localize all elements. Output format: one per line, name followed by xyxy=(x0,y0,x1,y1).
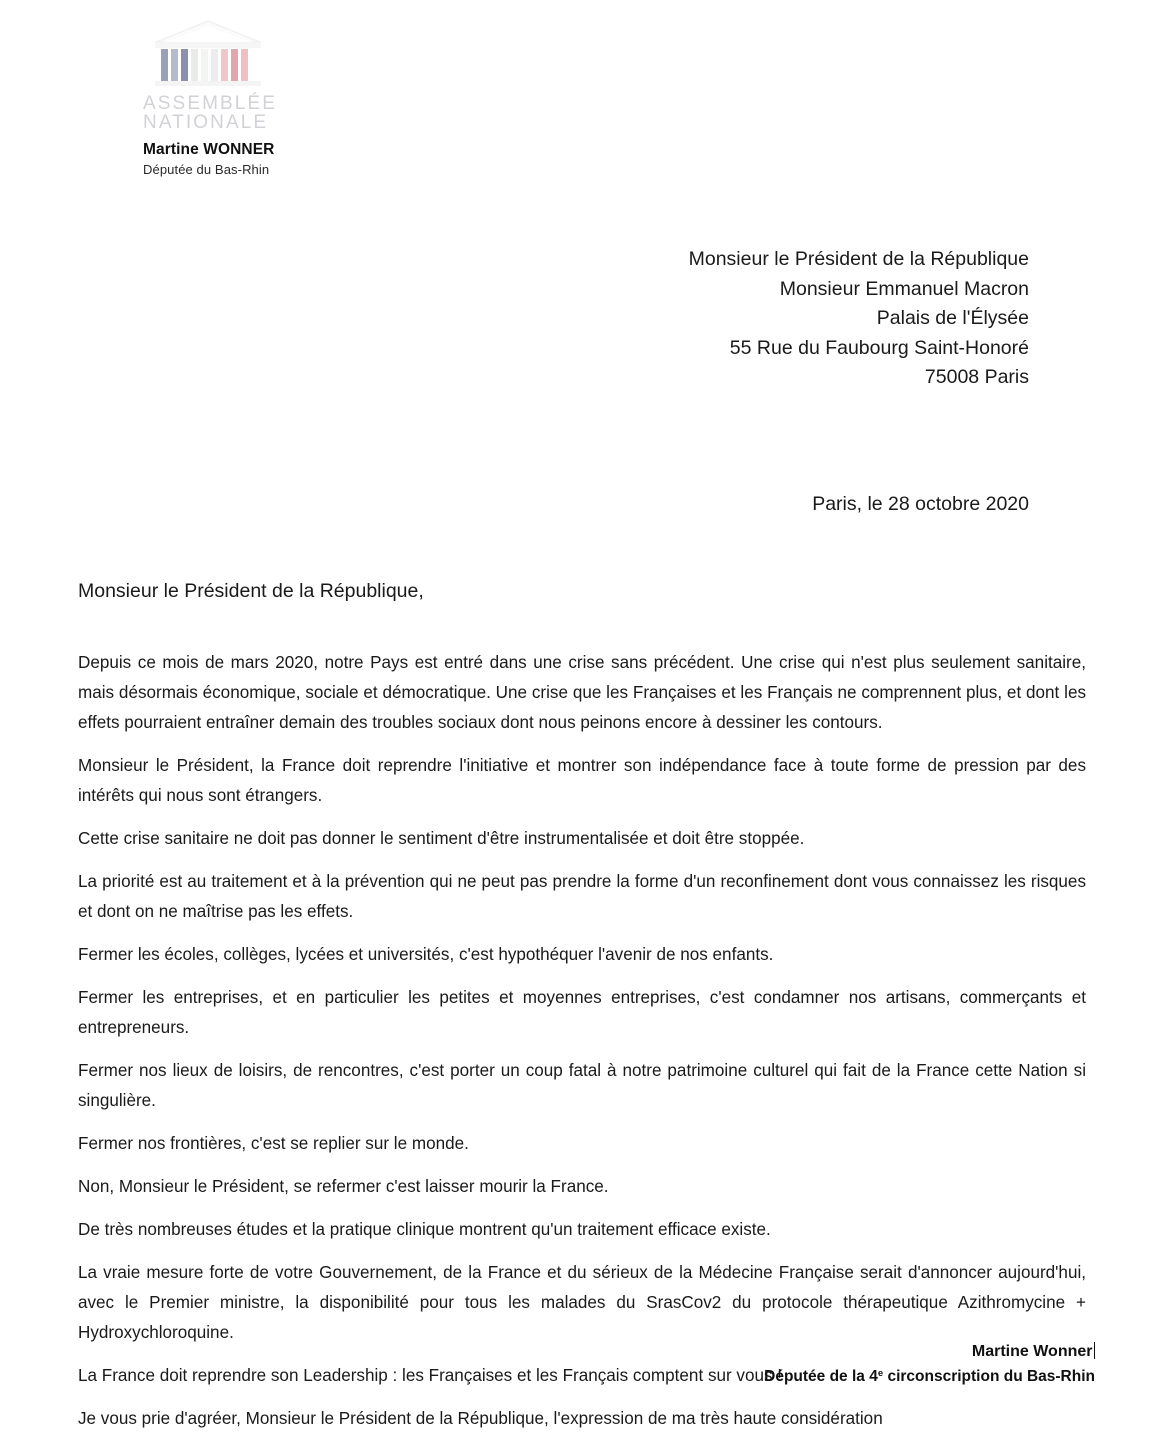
body-paragraph: Je vous prie d'agréer, Monsieur le Président de la République, l'expression de ma très haute considération xyxy=(78,1409,883,1428)
logo-wordmark-line2: NATIONALE xyxy=(143,112,269,133)
signature-name: Martine Wonner xyxy=(971,1343,1093,1360)
signature-role-ordinal: e xyxy=(877,1368,884,1379)
logo-wordmark xyxy=(143,94,319,132)
signature-role-suffix: circonscription du Bas-Rhin xyxy=(883,1368,1095,1385)
address-line: 75008 Paris xyxy=(924,366,1029,388)
signature-role-prefix: Députée de la 4 xyxy=(764,1368,878,1385)
address-line: Monsieur le Président de la République xyxy=(688,248,1029,270)
letterhead xyxy=(139,18,319,177)
body-paragraph: Non, Monsieur le Président, se refermer c'est laisser mourir la France. xyxy=(78,1177,609,1196)
body-paragraph: Fermer nos lieux de loisirs, de rencontres, c'est porter un coup fatal à notre patrimoine culturel qui fait de la France cette Nation si singulière. xyxy=(78,1061,1086,1110)
address-line: 55 Rue du Faubourg Saint-Honoré xyxy=(729,336,1029,359)
date-line: Paris, le 28 octobre 2020 xyxy=(812,493,1029,515)
body-paragraph: Depuis ce mois de mars 2020, notre Pays est entré dans une crise sans précédent. Une crise qui n'est plus seulement sanitaire, mais désormais économique, sociale et démocratique. Une crise que les Françaises et les Français ne comprennent plus, et dont les effets pourraient entraîner demain des troubles sociaux dont nous peinons encore à dessiner les contours. xyxy=(78,653,1086,732)
recipient-address-block xyxy=(689,245,1029,393)
address-line: Palais de l'Élysée xyxy=(876,307,1029,329)
body-paragraph: Monsieur le Président, la France doit reprendre l'initiative et montrer son indépendance face à toute forme de pression par des intérêts qui nous sont étrangers. xyxy=(78,756,1086,805)
body-paragraph: De très nombreuses études et la pratique clinique montrent qu'un traitement efficace existe. xyxy=(78,1220,771,1239)
letter-body xyxy=(78,648,1086,1434)
body-paragraph: La France doit reprendre son Leadership : les Françaises et les Français comptent sur vous ! xyxy=(78,1366,783,1385)
body-paragraph: La vraie mesure forte de votre Gouvernement, de la France et du sérieux de la Médecine Française serait d'annoncer aujourd'hui, avec le Premier ministre, la disponibilité pour tous les malades du SrasCov2 du protocole thérapeutique Azithromycine + Hydroxychloroquine. xyxy=(78,1263,1086,1342)
address-line: Monsieur Emmanuel Macron xyxy=(779,277,1029,300)
body-paragraph: Fermer les entreprises, et en particulier les petites et moyennes entreprises, c'est condamner nos artisans, commerçants et entrepreneurs. xyxy=(78,988,1086,1037)
signature-role xyxy=(764,1368,1095,1386)
signature-name-row xyxy=(764,1342,1095,1361)
salutation: Monsieur le Président de la République, xyxy=(78,580,424,602)
logo-wordmark-line1: ASSEMBLÉE xyxy=(143,93,278,114)
letterhead-name: Martine WONNER xyxy=(143,141,275,158)
body-paragraph: Fermer les écoles, collèges, lycées et universités, c'est hypothéquer l'avenir de nos enfants. xyxy=(78,945,774,964)
body-paragraph: Cette crise sanitaire ne doit pas donner le sentiment d'être instrumentalisée et doit être stoppée. xyxy=(78,829,805,848)
assemblee-nationale-logo-icon xyxy=(148,18,268,90)
letterhead-role: Députée du Bas-Rhin xyxy=(143,162,270,177)
body-paragraph: Fermer nos frontières, c'est se replier sur le monde. xyxy=(78,1134,469,1153)
body-paragraph: La priorité est au traitement et à la prévention qui ne peut pas prendre la forme d'un reconfinement dont vous connaissez les risques et dont on ne maîtrise pas les effets. xyxy=(78,872,1086,921)
text-cursor-icon xyxy=(1094,1342,1096,1359)
signature-block xyxy=(764,1342,1095,1386)
